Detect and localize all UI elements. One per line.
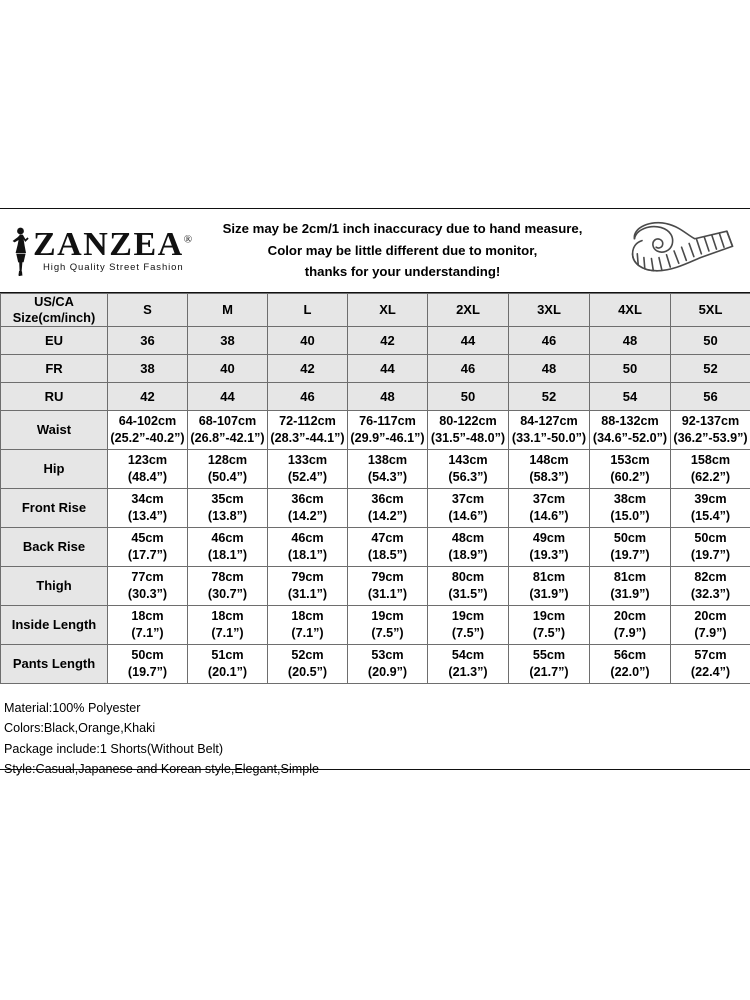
cell-inch: (13.4”) <box>127 508 168 523</box>
cell-inch: (7.1”) <box>131 625 164 640</box>
table-row-fr <box>1 354 750 382</box>
cell-inch: (18.1”) <box>287 547 328 562</box>
table-row-thigh <box>1 566 750 605</box>
notice-line-3: thanks for your understanding! <box>304 264 501 280</box>
column-header-3xl: 3XL <box>509 294 590 327</box>
column-header-xl: XL <box>348 294 428 327</box>
cell-eu-l: 40 <box>268 326 348 354</box>
cell-inch: (58.3”) <box>529 469 569 484</box>
cell-thigh-xl <box>348 566 428 605</box>
cell-back-rise-5xl <box>671 527 750 566</box>
cell-inside-length-3xl <box>509 605 590 644</box>
cell-inch: (7.5”) <box>371 625 404 640</box>
cell-inch: (36.2”-53.9”) <box>673 430 748 445</box>
cell-hip-5xl <box>671 449 750 488</box>
row-label-fr: FR <box>1 354 108 382</box>
cell-inch: (7.9”) <box>694 625 727 640</box>
column-header-2xl: 2XL <box>428 294 509 327</box>
cell-cm: 51cm <box>211 647 244 662</box>
cell-ru-xl: 48 <box>348 382 428 410</box>
column-header-l: L <box>268 294 348 327</box>
cell-cm: 50cm <box>131 647 164 662</box>
cell-inch: (30.7”) <box>207 586 248 601</box>
cell-inch: (56.3”) <box>448 469 488 484</box>
cell-inch: (18.5”) <box>367 547 408 562</box>
cell-inch: (14.2”) <box>367 508 408 523</box>
cell-cm: 18cm <box>211 608 244 623</box>
cell-back-rise-m <box>188 527 268 566</box>
cell-cm: 79cm <box>291 569 324 584</box>
cell-cm: 19cm <box>532 608 566 623</box>
measurement-notice <box>205 218 600 282</box>
cell-cm: 153cm <box>610 452 650 467</box>
cell-back-rise-2xl <box>428 527 509 566</box>
cell-cm: 80-122cm <box>439 413 497 428</box>
cell-cm: 88-132cm <box>601 413 659 428</box>
cell-front-rise-m <box>188 488 268 527</box>
cell-cm: 48cm <box>451 530 485 545</box>
cell-cm: 158cm <box>690 452 731 467</box>
row-label-waist: Waist <box>1 410 108 449</box>
cell-front-rise-2xl <box>428 488 509 527</box>
cell-cm: 18cm <box>131 608 164 623</box>
cell-thigh-4xl <box>590 566 671 605</box>
row-label-front-rise: Front Rise <box>1 488 108 527</box>
row-label-back-rise: Back Rise <box>1 527 108 566</box>
size-chart-sheet <box>0 208 750 777</box>
chart-banner <box>0 209 750 293</box>
cell-hip-m <box>188 449 268 488</box>
cell-inch: (31.9”) <box>529 586 569 601</box>
cell-thigh-l <box>268 566 348 605</box>
cell-inside-length-2xl <box>428 605 509 644</box>
cell-inch: (31.9”) <box>610 586 650 601</box>
cell-inch: (62.2”) <box>690 469 731 484</box>
cell-inch: (7.1”) <box>211 625 244 640</box>
cell-back-rise-s <box>108 527 188 566</box>
column-header-5xl: 5XL <box>671 294 750 327</box>
cell-cm: 38cm <box>613 491 647 506</box>
table-row-waist <box>1 410 750 449</box>
cell-fr-4xl: 50 <box>590 354 671 382</box>
table-corner-header <box>1 294 108 327</box>
cell-pants-length-4xl <box>590 644 671 683</box>
cell-inch: (18.1”) <box>207 547 248 562</box>
cell-inch: (14.2”) <box>287 508 328 523</box>
cell-cm: 36cm <box>371 491 404 506</box>
cell-waist-3xl <box>509 410 590 449</box>
cell-ru-2xl: 50 <box>428 382 509 410</box>
cell-cm: 81cm <box>613 569 647 584</box>
cell-front-rise-s <box>108 488 188 527</box>
cell-inch: (7.5”) <box>451 625 485 640</box>
cell-inch: (54.3”) <box>367 469 408 484</box>
cell-fr-2xl: 46 <box>428 354 509 382</box>
cell-inch: (31.5”) <box>448 586 488 601</box>
cell-waist-xl <box>348 410 428 449</box>
cell-inch: (32.3”) <box>690 586 731 601</box>
registered-mark-icon: ® <box>183 233 194 246</box>
note-colors: Colors:Black,Orange,Khaki <box>4 721 156 736</box>
cell-inch: (7.9”) <box>613 625 647 640</box>
cell-inch: (21.7”) <box>529 664 569 679</box>
cell-inch: (17.7”) <box>127 547 168 562</box>
cell-inch: (31.1”) <box>287 586 328 601</box>
cell-eu-s: 36 <box>108 326 188 354</box>
cell-cm: 37cm <box>532 491 566 506</box>
row-label-thigh: Thigh <box>1 566 108 605</box>
cell-inch: (18.9”) <box>448 547 488 562</box>
cell-cm: 20cm <box>694 608 727 623</box>
row-label-ru: RU <box>1 382 108 410</box>
cell-thigh-5xl <box>671 566 750 605</box>
cell-inch: (22.0”) <box>610 664 650 679</box>
cell-hip-xl <box>348 449 428 488</box>
cell-inside-length-xl <box>348 605 428 644</box>
cell-inch: (19.7”) <box>127 664 168 679</box>
cell-cm: 50cm <box>694 530 727 545</box>
table-row-inside-length <box>1 605 750 644</box>
cell-front-rise-4xl <box>590 488 671 527</box>
cell-cm: 56cm <box>613 647 647 662</box>
cell-inside-length-5xl <box>671 605 750 644</box>
notice-line-1: Size may be 2cm/1 inch inaccuracy due to hand measure, <box>222 221 583 237</box>
cell-cm: 50cm <box>613 530 647 545</box>
cell-fr-xl: 44 <box>348 354 428 382</box>
cell-eu-2xl: 44 <box>428 326 509 354</box>
cell-cm: 36cm <box>291 491 324 506</box>
cell-cm: 19cm <box>451 608 485 623</box>
cell-cm: 35cm <box>211 491 244 506</box>
cell-inch: (26.8”-42.1”) <box>190 430 265 445</box>
table-row-front-rise <box>1 488 750 527</box>
brand-name: ZANZEA® <box>33 225 194 263</box>
row-label-pants-length: Pants Length <box>1 644 108 683</box>
cell-inch: (20.1”) <box>207 664 248 679</box>
cell-front-rise-5xl <box>671 488 750 527</box>
cell-fr-3xl: 48 <box>509 354 590 382</box>
cell-cm: 49cm <box>532 530 566 545</box>
cell-cm: 79cm <box>371 569 404 584</box>
cell-inside-length-m <box>188 605 268 644</box>
cell-cm: 37cm <box>451 491 485 506</box>
row-label-inside-length: Inside Length <box>1 605 108 644</box>
corner-line-1: US/CA <box>34 294 74 309</box>
cell-inch: (48.4”) <box>127 469 168 484</box>
note-material: Material:100% Polyester <box>4 700 141 715</box>
cell-inch: (15.4”) <box>690 508 731 523</box>
cell-pants-length-m <box>188 644 268 683</box>
cell-inside-length-4xl <box>590 605 671 644</box>
cell-cm: 68-107cm <box>198 413 257 428</box>
cell-inch: (33.1”-50.0”) <box>511 430 587 445</box>
cell-fr-l: 42 <box>268 354 348 382</box>
cell-cm: 78cm <box>211 569 244 584</box>
cell-waist-4xl <box>590 410 671 449</box>
cell-cm: 77cm <box>131 569 164 584</box>
cell-inch: (52.4”) <box>287 469 328 484</box>
cell-hip-3xl <box>509 449 590 488</box>
cell-thigh-3xl <box>509 566 590 605</box>
column-header-s: S <box>108 294 188 327</box>
cell-inch: (7.5”) <box>532 625 566 640</box>
cell-cm: 52cm <box>291 647 324 662</box>
cell-front-rise-xl <box>348 488 428 527</box>
cell-inch: (25.2”-40.2”) <box>110 430 185 445</box>
cell-inch: (14.6”) <box>529 508 569 523</box>
cell-cm: 18cm <box>291 608 324 623</box>
cell-front-rise-3xl <box>509 488 590 527</box>
cell-pants-length-2xl <box>428 644 509 683</box>
cell-pants-length-5xl <box>671 644 750 683</box>
cell-hip-2xl <box>428 449 509 488</box>
cell-inch: (14.6”) <box>448 508 488 523</box>
cell-cm: 47cm <box>371 530 404 545</box>
table-row-ru <box>1 382 750 410</box>
cell-cm: 55cm <box>532 647 566 662</box>
corner-line-2: Size(cm/inch) <box>12 309 96 325</box>
table-row-pants-length <box>1 644 750 683</box>
cell-waist-s <box>108 410 188 449</box>
cell-back-rise-3xl <box>509 527 590 566</box>
cell-inch: (31.1”) <box>367 586 408 601</box>
note-package: Package include:1 Shorts(Without Belt) <box>4 741 224 756</box>
cell-cm: 64-102cm <box>118 413 177 428</box>
cell-cm: 20cm <box>613 608 647 623</box>
cell-cm: 92-137cm <box>681 413 740 428</box>
cell-inside-length-l <box>268 605 348 644</box>
cell-ru-m: 44 <box>188 382 268 410</box>
cell-cm: 45cm <box>131 530 164 545</box>
cell-ru-3xl: 52 <box>509 382 590 410</box>
cell-cm: 123cm <box>127 452 168 467</box>
cell-inch: (20.5”) <box>287 664 328 679</box>
woman-silhouette-icon <box>6 225 32 277</box>
cell-eu-4xl: 48 <box>590 326 671 354</box>
product-notes <box>0 684 750 780</box>
brand-tagline: High Quality Street Fashion <box>43 261 184 273</box>
row-label-hip: Hip <box>1 449 108 488</box>
column-header-4xl: 4XL <box>590 294 671 327</box>
cell-cm: 54cm <box>451 647 485 662</box>
cell-cm: 128cm <box>207 452 248 467</box>
cell-inch: (34.6”-52.0”) <box>592 430 668 445</box>
cell-cm: 133cm <box>287 452 328 467</box>
cell-fr-m: 40 <box>188 354 268 382</box>
cell-inch: (22.4”) <box>690 664 731 679</box>
cell-cm: 82cm <box>694 569 727 584</box>
table-row-eu <box>1 326 750 354</box>
table-row-back-rise <box>1 527 750 566</box>
cell-thigh-s <box>108 566 188 605</box>
cell-back-rise-4xl <box>590 527 671 566</box>
row-label-eu: EU <box>1 326 108 354</box>
cell-eu-m: 38 <box>188 326 268 354</box>
cell-waist-l <box>268 410 348 449</box>
cell-pants-length-s <box>108 644 188 683</box>
cell-waist-m <box>188 410 268 449</box>
cell-inch: (19.7”) <box>690 547 731 562</box>
cell-inch: (20.9”) <box>367 664 408 679</box>
cell-cm: 39cm <box>694 491 727 506</box>
column-header-m: M <box>188 294 268 327</box>
cell-ru-l: 46 <box>268 382 348 410</box>
measuring-tape-icon <box>600 218 750 284</box>
size-chart-table <box>0 293 750 684</box>
cell-hip-4xl <box>590 449 671 488</box>
cell-inch: (28.3”-44.1”) <box>270 430 345 445</box>
table-header-row <box>1 294 750 327</box>
cell-inch: (7.1”) <box>291 625 324 640</box>
cell-inch: (19.3”) <box>529 547 569 562</box>
cell-inch: (50.4”) <box>207 469 248 484</box>
cell-cm: 19cm <box>371 608 404 623</box>
cell-hip-s <box>108 449 188 488</box>
cell-eu-5xl: 50 <box>671 326 750 354</box>
cell-inch: (13.8”) <box>207 508 248 523</box>
cell-inch: (60.2”) <box>610 469 650 484</box>
cell-cm: 72-112cm <box>279 413 336 428</box>
cell-cm: 138cm <box>367 452 408 467</box>
cell-back-rise-xl <box>348 527 428 566</box>
cell-inch: (31.5”-48.0”) <box>430 430 506 445</box>
cell-cm: 57cm <box>694 647 727 662</box>
cell-cm: 46cm <box>291 530 324 545</box>
cell-cm: 84-127cm <box>520 413 578 428</box>
cell-cm: 80cm <box>451 569 485 584</box>
cell-eu-3xl: 46 <box>509 326 590 354</box>
cell-cm: 46cm <box>211 530 244 545</box>
cell-cm: 53cm <box>371 647 404 662</box>
brand-wordmark <box>33 225 194 273</box>
brand-logo <box>0 225 205 277</box>
cell-cm: 143cm <box>448 452 488 467</box>
cell-front-rise-l <box>268 488 348 527</box>
cell-pants-length-xl <box>348 644 428 683</box>
cell-thigh-m <box>188 566 268 605</box>
cell-inside-length-s <box>108 605 188 644</box>
cell-inch: (19.7”) <box>610 547 650 562</box>
cell-pants-length-3xl <box>509 644 590 683</box>
cell-back-rise-l <box>268 527 348 566</box>
cell-cm: 34cm <box>131 491 164 506</box>
cell-waist-5xl <box>671 410 750 449</box>
cell-cm: 81cm <box>532 569 566 584</box>
note-style: Style:Casual,Japanese and Korean style,Elegant,Simple <box>4 762 320 777</box>
cell-hip-l <box>268 449 348 488</box>
cell-thigh-2xl <box>428 566 509 605</box>
table-row-hip <box>1 449 750 488</box>
cell-inch: (30.3”) <box>127 586 168 601</box>
cell-fr-s: 38 <box>108 354 188 382</box>
cell-inch: (21.3”) <box>448 664 488 679</box>
cell-ru-s: 42 <box>108 382 188 410</box>
cell-waist-2xl <box>428 410 509 449</box>
cell-ru-5xl: 56 <box>671 382 750 410</box>
cell-inch: (15.0”) <box>610 508 650 523</box>
cell-fr-5xl: 52 <box>671 354 750 382</box>
cell-eu-xl: 42 <box>348 326 428 354</box>
notice-line-2: Color may be little different due to monitor, <box>267 242 538 258</box>
cell-cm: 76-117cm <box>359 413 416 428</box>
cell-inch: (29.9”-46.1”) <box>350 430 425 445</box>
cell-pants-length-l <box>268 644 348 683</box>
cell-cm: 148cm <box>529 452 569 467</box>
cell-ru-4xl: 54 <box>590 382 671 410</box>
